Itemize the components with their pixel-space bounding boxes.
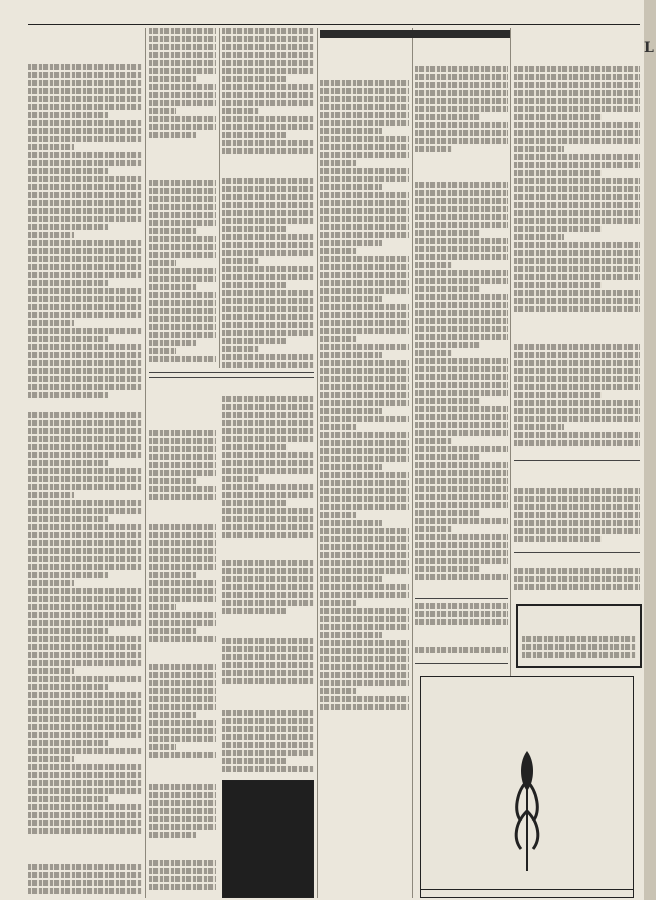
article-text [149,860,216,896]
article-text [415,182,508,582]
article-text [514,66,640,316]
article-text [222,560,314,616]
article-text [28,864,142,898]
article-text [222,178,314,368]
column-rule [145,28,146,898]
article-text [222,710,314,776]
adjacent-page-edge [644,0,656,900]
column-rule [412,28,413,898]
ad-eutrofina [516,604,642,668]
article-text [415,66,508,158]
article-text [222,638,314,688]
article-text [149,180,216,368]
article-text [222,396,314,542]
article-text [28,412,142,842]
column-montefeltro [149,28,216,368]
article-text [514,344,640,454]
notice-text [415,647,508,661]
ad-vermouth-ballor [222,780,314,898]
article-text [28,64,142,404]
section-title [320,30,510,38]
article-text [514,488,640,548]
prof-heading [514,552,640,556]
column-note-anconetane [222,28,314,368]
notice-pedrini [415,598,508,664]
adjacent-page-letter: L [644,40,654,56]
article-text [149,784,216,842]
article-text [149,524,216,644]
ad-banco-bolognese [420,676,634,898]
column-provincia-bologna [320,66,409,896]
column-toscana-right [222,396,314,776]
column-ernia [514,28,640,668]
notice-text [415,603,508,629]
article-text [149,664,216,764]
ad-sede-text [421,889,633,893]
section-title [149,372,314,378]
malattie-heading [514,460,640,464]
article-text [149,28,216,146]
ad-eutrofina-text [522,636,636,662]
article-text [514,568,640,598]
column-romagna [415,66,508,586]
page-header [28,10,640,25]
column-lotta-elettorale-header [320,28,510,62]
article-text [149,430,216,500]
article-text [320,80,409,710]
column-note-marchigiane [28,28,142,898]
article-text [222,28,314,156]
wheat-sheaf-icon [507,741,547,871]
column-rule [317,28,318,898]
column-toscana-left [149,396,216,896]
